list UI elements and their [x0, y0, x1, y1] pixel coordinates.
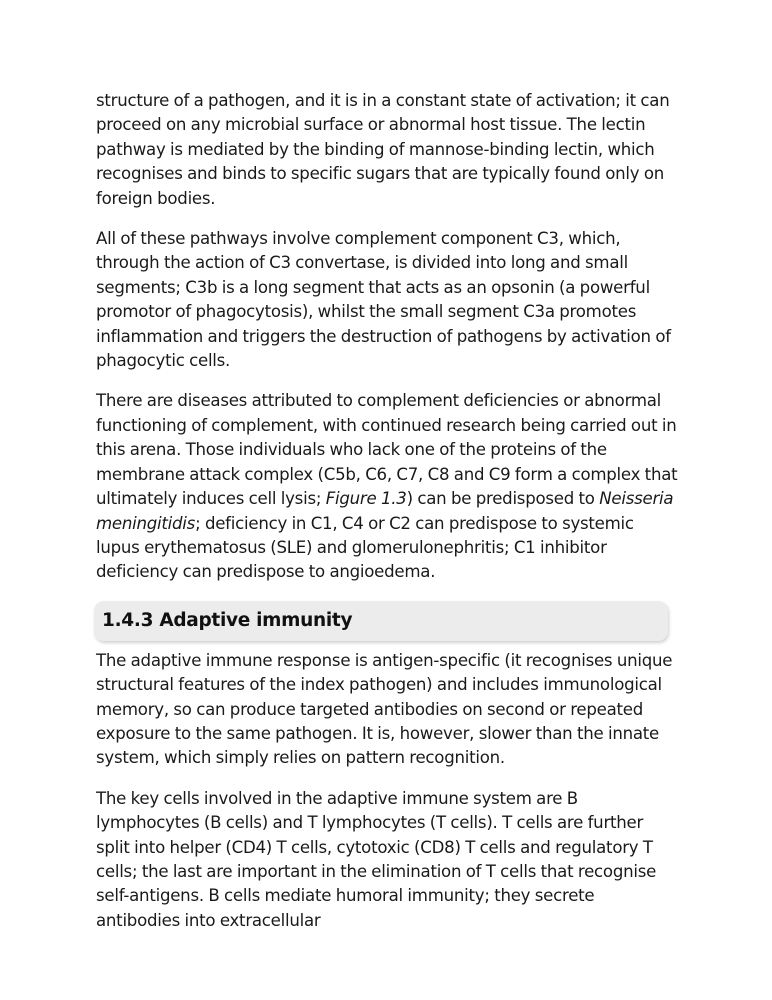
document-page — [96, 89, 678, 949]
figure-reference: Figure 1.3 — [325, 489, 407, 509]
deficiencies-text-part1: There are diseases attributed to complement deficiencies or abnormal functioning of complement, with continued research being carried out in this arena. Those individuals who lack one of the proteins of the membrane attack complex (C5b, C6, C7, C8 and C9 form a complex that ultimately induces cell lysis; — [96, 391, 678, 509]
paragraph-key-cells: The key cells involved in the adaptive immune system are B lymphocytes (B cells) and T lymphocytes (T cells). T cells are further split into helper (CD4) T cells, cytotoxic (CD8) T cells and regulatory T cells; the last are important in the elimination of T cells that recognise self-antigens. B cells mediate humoral immunity; they secrete antibodies into extracellular — [96, 788, 657, 930]
paragraph-adaptive-response: The adaptive immune response is antigen-specific (it recognises unique structural features of the index pathogen) and includes immunological memory, so can produce targeted antibodies on second or repeated exposure to the same pathogen. It is, however, slower than the innate system, which simply relies on pattern recognition. — [96, 650, 673, 768]
paragraph-lectin-pathway: structure of a pathogen, and it is in a constant state of activation; it can proceed on any microbial surface or abnormal host tissue. The lectin pathway is mediated by the binding of mannose-binding lectin, which recognises and binds to specific sugars that are typically found only on foreign bodies. — [96, 91, 670, 208]
paragraph-complement-deficiencies — [96, 389, 678, 584]
paragraph-c3-pathways: All of these pathways involve complement component C3, which, through the action of C3 convertase, is divided into long and small segments; C3b is a long segment that acts as an opsonin (a powerful promotor of phagocytosis), whilst the small segment C3a promotes inflammation and triggers the destruction of pathogens by activation of phagocytic cells. — [96, 229, 671, 371]
deficiencies-text-part2: ) can be predisposed to — [406, 489, 600, 509]
deficiencies-text-part3: ; deficiency in C1, C4 or C2 can predispose to systemic lupus erythematosus (SLE) and glomerulonephritis; C1 inhibitor deficiency can predispose to angioedema. — [96, 513, 634, 582]
section-heading: 1.4.3 Adaptive immunity — [102, 610, 353, 632]
section-heading-box — [94, 601, 668, 641]
organism-name: Neisseria meningitidis — [96, 489, 674, 533]
